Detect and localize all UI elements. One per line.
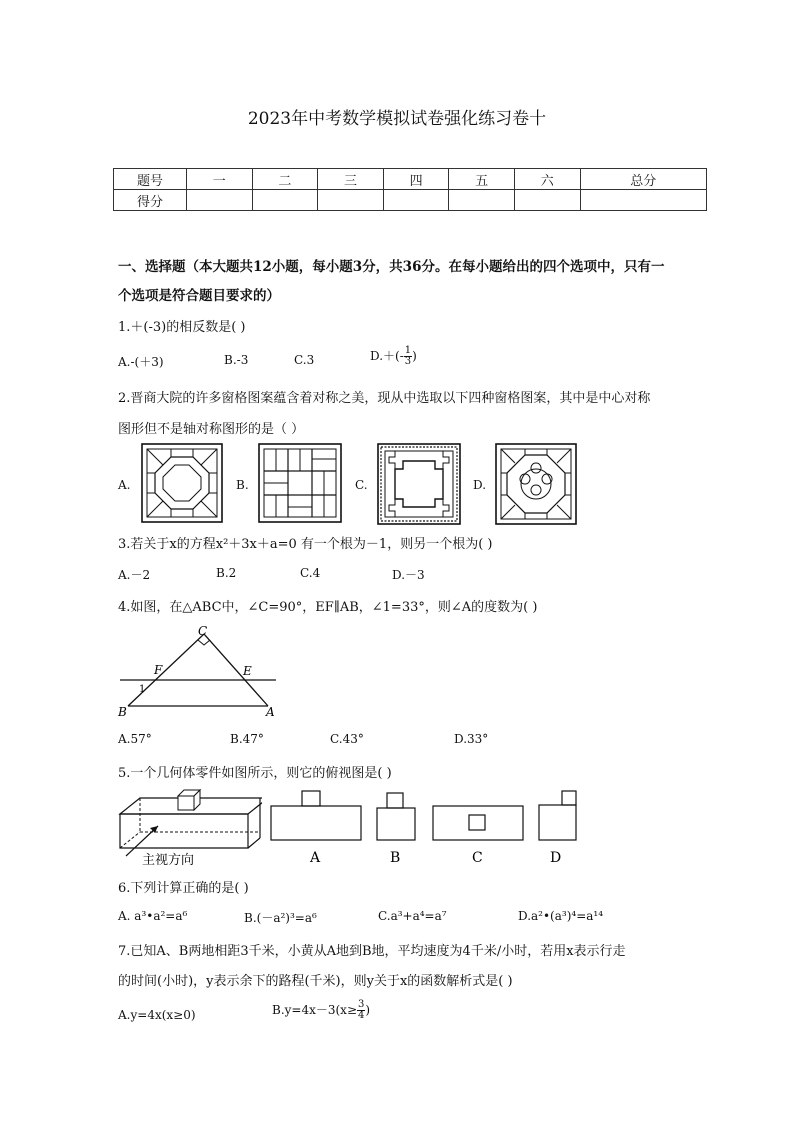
q2-window-pattern-b[interactable] <box>258 443 342 523</box>
q2-window-pattern-c[interactable] <box>377 443 461 525</box>
q4-option-b[interactable]: B.47° <box>230 732 264 746</box>
q6-option-a[interactable]: A. a³•a²=a⁶ <box>118 909 188 923</box>
q3-option-d[interactable]: D.－3 <box>392 568 425 582</box>
score-cell-6: 六 <box>514 169 580 190</box>
q2-option-c-label[interactable]: C. <box>355 478 368 492</box>
q2-option-d-label[interactable]: D. <box>473 478 487 492</box>
score-input-6[interactable] <box>514 190 580 211</box>
question-1-stem: 1.＋(-3)的相反数是( ) <box>118 320 246 335</box>
q7-option-b[interactable] <box>272 1000 370 1021</box>
score-cell-label: 题号 <box>114 169 187 190</box>
q6-option-b[interactable]: B.(－a²)³=a⁶ <box>244 911 317 925</box>
score-input-3[interactable] <box>318 190 384 211</box>
score-input-2[interactable] <box>252 190 318 211</box>
q4-label-b: B <box>118 705 127 718</box>
q1-option-c[interactable]: C.3 <box>294 353 315 367</box>
score-table-header-row <box>114 169 707 190</box>
q3-option-a[interactable]: A.－2 <box>118 568 151 582</box>
q1-d-fraction <box>404 346 412 367</box>
q4-label-angle-1: 1 <box>139 684 146 695</box>
question-2-line2: 图形但不是轴对称图形的是（ ） <box>118 422 305 437</box>
q5-solid-figure <box>112 786 262 868</box>
q1-option-d[interactable] <box>370 346 417 367</box>
q4-label-a: A <box>266 705 275 718</box>
score-cell-4: 四 <box>383 169 449 190</box>
q3-option-c[interactable]: C.4 <box>300 566 321 580</box>
question-3-stem: 3.若关于x的方程x²＋3x＋a=0 有一个根为－1，则另一个根为( ) <box>118 537 493 552</box>
q7-b-suffix: ) <box>365 1003 371 1017</box>
q7-option-a[interactable]: A.y=4x(x≥0) <box>118 1008 196 1022</box>
question-7-line1: 7.已知A、B两地相距3千米，小黄从A地到B地，平均速度为4千米/小时，若用x表示行走 <box>118 944 626 959</box>
score-input-4[interactable] <box>383 190 449 211</box>
question-6-stem: 6.下列计算正确的是( ) <box>118 881 249 896</box>
q7-b-prefix: B.y=4x－3(x≥ <box>272 1003 358 1017</box>
score-input-1[interactable] <box>187 190 253 211</box>
page-title: 2023年中考数学模拟试卷强化练习卷十 <box>247 109 547 129</box>
q1-option-b[interactable]: B.-3 <box>224 353 249 367</box>
q5-option-a-label: A <box>310 850 321 866</box>
score-row-label: 得分 <box>114 190 187 211</box>
q5-option-b-label: B <box>390 850 401 866</box>
question-7-line2: 的时间(小时)，y表示余下的路程(千米)，则y关于x的函数解析式是( ) <box>118 974 513 989</box>
question-4-stem: 4.如图，在△ABC中，∠C=90°，EF∥AB，∠1=33°，则∠A的度数为( ) <box>118 600 538 615</box>
q4-label-e: E <box>243 664 252 678</box>
question-5-stem: 5.一个几何体零件如图所示，则它的俯视图是( ) <box>118 766 392 781</box>
q2-window-pattern-a[interactable] <box>141 443 223 523</box>
q5-option-c-view[interactable] <box>432 790 524 868</box>
q5-option-d-label: D <box>550 850 562 866</box>
q5-option-a-view[interactable] <box>270 790 362 868</box>
q6-option-c[interactable]: C.a³+a⁴=a⁷ <box>378 909 447 923</box>
q3-option-b[interactable]: B.2 <box>216 566 237 580</box>
q7-b-numerator: 3 <box>358 999 365 1010</box>
score-cell-1: 一 <box>187 169 253 190</box>
score-cell-total: 总分 <box>580 169 706 190</box>
q5-option-c-label: C <box>472 850 483 866</box>
q4-triangle-figure <box>116 622 282 718</box>
q4-option-d[interactable]: D.33° <box>454 732 489 746</box>
score-input-5[interactable] <box>449 190 515 211</box>
q5-caption: 主视方向 <box>142 853 195 868</box>
q1-option-a[interactable]: A.-(＋3) <box>118 355 164 369</box>
score-cell-5: 五 <box>449 169 515 190</box>
q6-option-d[interactable]: D.a²•(a³)⁴=a¹⁴ <box>518 909 604 923</box>
q1-d-numerator: 1 <box>404 345 412 356</box>
section-heading-line2: 个选项是符合题目要求的） <box>118 288 280 304</box>
q5-option-b-view[interactable] <box>376 790 416 868</box>
q4-label-f: F <box>154 663 163 677</box>
section-heading-line1: 一、选择题（本大题共12小题，每小题3分，共36分。在每小题给出的四个选项中，只有一 <box>118 259 665 275</box>
score-cell-2: 二 <box>252 169 318 190</box>
q4-label-c: C <box>198 624 208 638</box>
score-table-score-row <box>114 190 707 211</box>
q1-d-prefix: D.＋(- <box>370 349 404 363</box>
q4-option-c[interactable]: C.43° <box>330 732 364 746</box>
q7-b-denominator: 4 <box>358 1010 365 1021</box>
q4-option-a[interactable]: A.57° <box>118 732 152 746</box>
q1-d-denominator: 3 <box>404 356 412 367</box>
score-input-total[interactable] <box>580 190 706 211</box>
q5-option-d-view[interactable] <box>538 790 578 868</box>
q2-option-a-label[interactable]: A. <box>118 478 131 492</box>
q1-d-suffix: ) <box>412 349 417 363</box>
q2-window-pattern-d[interactable] <box>495 443 577 525</box>
score-table <box>113 168 707 211</box>
question-2-line1: 2.晋商大院的许多窗格图案蕴含着对称之美，现从中选取以下四种窗格图案，其中是中心对称 <box>118 391 651 406</box>
q2-option-b-label[interactable]: B. <box>236 478 249 492</box>
score-cell-3: 三 <box>318 169 384 190</box>
